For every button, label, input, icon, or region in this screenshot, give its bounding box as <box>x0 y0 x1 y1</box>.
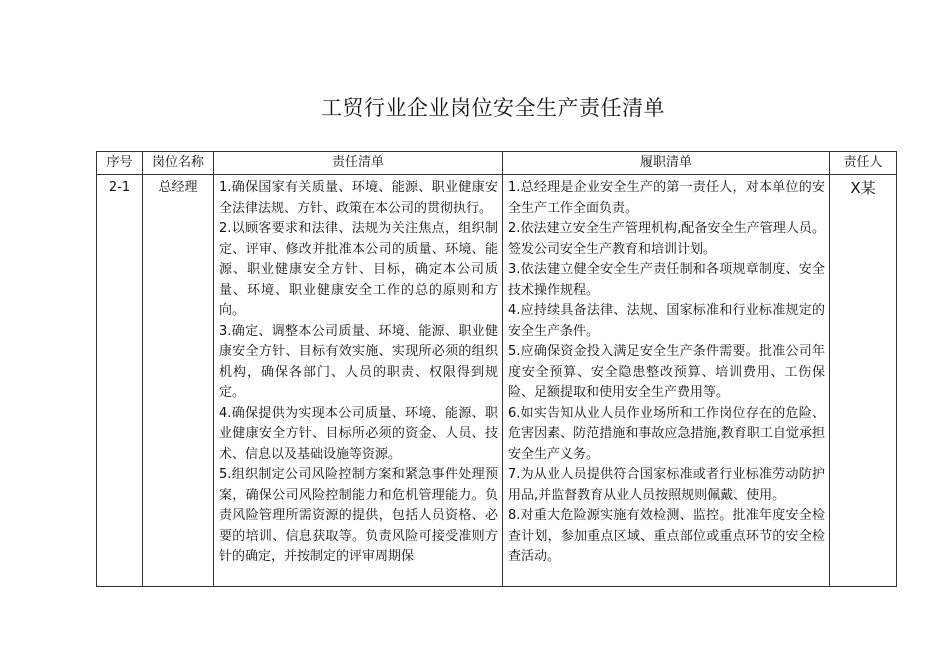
responsibility-item: 1.确保国家有关质量、环境、能源、职业健康安全法律法规、方针、政策在本公司的贯彻执行。 <box>219 180 498 216</box>
header-responsibilities: 责任清单 <box>214 152 503 175</box>
header-position: 岗位名称 <box>143 152 214 175</box>
responsibility-table <box>96 151 897 587</box>
cell-owner: X某 <box>830 175 897 587</box>
duty-item: 3.依法建立健全安全生产责任制和各项规章制度、安全技术操作规程。 <box>508 262 825 298</box>
duty-item: 2.依法建立安全生产管理机构,配备安全生产管理人员。签发公司安全生产教育和培训计划。 <box>508 221 825 257</box>
document-title: 工贸行业企业岗位安全生产责任清单 <box>321 96 665 120</box>
duty-item: 4.应持续具备法律、法规、国家标准和行业标准规定的安全生产条件。 <box>508 303 825 339</box>
duty-item: 1.总经理是企业安全生产的第一责任人，对本单位的安全生产工作全面负责。 <box>508 180 825 216</box>
cell-position: 总经理 <box>143 175 214 587</box>
responsibility-item: 2.以顾客要求和法律、法规为关注焦点，组织制定、评审、修改并批准本公司的质量、环境、能源、职业健康安全方针、目标，确定本公司质量、环境、职业健康安全工作的总的原则和方向。 <box>219 221 498 318</box>
header-owner: 责任人 <box>830 152 897 175</box>
cell-no: 2-1 <box>97 175 143 587</box>
header-no: 序号 <box>97 152 143 175</box>
responsibility-item: 3.确定、调整本公司质量、环境、能源、职业健康安全方针、目标有效实施、实现所必须的组织机构，确保各部门、人员的职责、权限得到规定。 <box>219 323 498 400</box>
table-row <box>97 175 897 587</box>
responsibility-item: 4.确保提供为实现本公司质量、环境、能源、职业健康安全方针、目标所必须的资金、人员、技术、信息以及基础设施等资源。 <box>219 405 498 462</box>
header-duties: 履职清单 <box>503 152 830 175</box>
duty-item: 8.对重大危险源实施有效检测、监控。批准年度安全检查计划，参加重点区域、重点部位或重点环节的安全检查活动。 <box>508 508 825 564</box>
cell-responsibilities <box>214 175 503 587</box>
responsibility-item: 5.组织制定公司风险控制方案和紧急事件处理预案，确保公司风险控制能力和危机管理能力。负责风险管理所需资源的提供，包括人员资格、必要的培训、信息获取等。负责风险可接受准则方针的确定，并按制定的评审周期保 <box>219 467 498 564</box>
duty-item: 7.为从业人员提供符合国家标准或者行业标准劳动防护用品,并监督教育从业人员按照规则佩戴、使用。 <box>508 467 825 503</box>
duty-item: 6.如实告知从业人员作业场所和工作岗位存在的危险、危害因素、防范措施和事故应急措施,教育职工自觉承担安全生产义务。 <box>508 405 825 462</box>
table-header-row <box>97 152 897 175</box>
cell-duties <box>503 175 830 587</box>
duty-item: 5.应确保资金投入满足安全生产条件需要。批准公司年度安全预算、安全隐患整改预算、培训费用、工伤保险、足额提取和使用安全生产费用等。 <box>508 344 825 400</box>
